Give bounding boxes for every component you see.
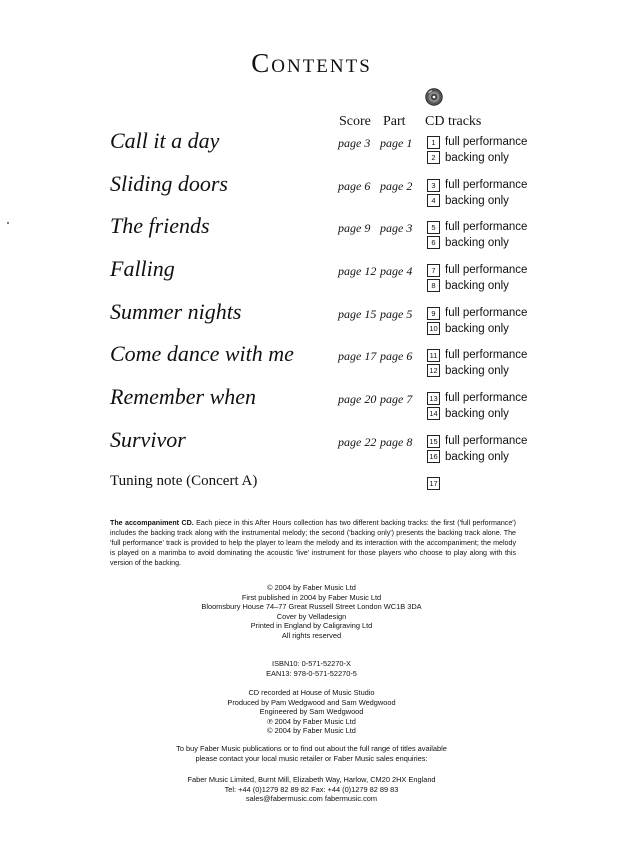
score-page: page 3 [338,136,371,150]
part-page: page 4 [380,264,413,278]
contents-row [0,213,623,257]
track-label: backing only [445,194,509,207]
track-label: full performance [445,264,528,276]
cd-track [427,450,509,464]
contents-row [0,384,623,428]
track-number: 9 [427,307,440,320]
credit-line: Produced by Pam Wedgwood and Sam Wedgwood [227,697,396,707]
track-number: 3 [427,179,440,192]
credit-line: Engineered by Sam Wedgwood [259,707,364,717]
piece-title: Sliding doors [110,171,228,196]
credit-line: Faber Music Limited, Burnt Mill, Elizabeth Way, Harlow, CM20 2HX England [187,775,436,784]
score-page: page 12 [338,264,377,278]
contents-row [0,427,623,471]
credit-line: To buy Faber Music publications or to find out about the full range of titles available [176,744,447,753]
part-page: page 7 [380,392,413,406]
isbn-block [0,659,623,678]
credit-line: CD recorded at House of Music Studio [248,688,375,697]
track-number: 4 [427,194,440,207]
track-number: 5 [427,221,440,234]
credit-line: sales@fabermusic.com fabermusic.com [245,794,378,804]
track-label: full performance [445,179,528,191]
piece-title: Summer nights [110,299,242,324]
track-label: full performance [445,307,528,319]
cd-track [427,151,509,165]
cd-track [427,322,509,336]
track-number: 2 [427,151,440,164]
track-label: backing only [445,236,509,249]
credit-line: please contact your local music retailer or Faber Music sales enquiries: [195,753,428,763]
recording-credits [0,688,623,736]
score-header: Score [339,114,371,129]
part-page: page 6 [380,349,413,363]
track-label: backing only [445,364,509,377]
cd-track [427,220,527,234]
score-page: page 22 [338,435,377,449]
cd-track [427,348,527,362]
page-title: Contents [251,48,372,78]
credit-line: First published in 2004 by Faber Music Ltd [241,592,382,602]
track-label: full performance [445,435,528,447]
score-page: page 6 [338,179,371,193]
part-header: Part [383,114,406,129]
part-page: page 5 [380,307,413,321]
track-label: backing only [445,279,509,292]
track-label: full performance [445,392,528,404]
cd-track [427,391,527,405]
track-label: backing only [445,151,509,164]
credit-line: Cover by Velladesign [276,611,347,621]
piece-title: Call it a day [110,128,220,153]
note-heading: The accompaniment CD. [110,519,194,527]
credit-line: © 2004 by Faber Music Ltd [267,583,356,592]
contents-row [0,171,623,215]
contents-row [0,256,623,300]
cd-track [427,263,527,277]
part-page: page 1 [380,136,413,150]
track-label: backing only [445,322,509,335]
track-number: 15 [427,435,440,448]
piece-title: Remember when [110,384,257,409]
purchase-info [0,744,623,763]
track-label: backing only [445,407,509,420]
cd-tracks-header: CD tracks [425,114,482,129]
track-number: 8 [427,279,440,292]
accompaniment-note [110,518,516,568]
piece-title: Falling [110,256,175,281]
cd-track [427,135,527,149]
piece-title: Come dance with me [110,341,294,366]
publishing-credits [0,583,623,641]
credit-line: ℗ 2004 by Faber Music Ltd [267,716,356,726]
credit-line: EAN13: 978-0-571-52270-5 [266,668,357,678]
cd-icon [425,88,443,106]
track-number: 16 [427,450,440,463]
part-page: page 8 [380,435,413,449]
credit-line: ISBN10: 0-571-52270-X [272,659,351,668]
track-number: 1 [427,136,440,149]
cd-track [427,279,509,293]
note-text: Each piece in this After Hours collection has two different backing tracks: the first ('full performance') includes the backing track along with the instrumental melody; the second ('backing only') presents the backing track alone. The 'full performance' track is provided to help the player to learn the melody and its interaction with the accompaniment; the melody is played on a marimba to avoid dominating the acoustic 'live' instrument for those players who choose to play along with this version of the backing. [110,519,516,567]
tuning-note-label: Tuning note (Concert A) [110,473,258,489]
credit-line: Printed in England by Caligraving Ltd [250,621,373,631]
track-label: full performance [445,349,528,361]
track-number: 14 [427,407,440,420]
contents-row [0,299,623,343]
cd-track [427,306,527,320]
track-number: 7 [427,264,440,277]
score-page: page 20 [338,392,377,406]
part-page: page 3 [380,221,413,235]
track-label: full performance [445,136,528,148]
part-page: page 2 [380,179,413,193]
cd-track [427,364,509,378]
track-number: 6 [427,236,440,249]
tuning-track-number: 17 [427,477,440,490]
credit-line: Tel: +44 (0)1279 82 89 82 Fax: +44 (0)1279 82 89 83 [224,784,399,794]
contact-info [0,775,623,804]
cd-track [427,178,527,192]
score-page: page 15 [338,307,377,321]
piece-title: The friends [110,213,210,238]
score-page: page 17 [338,349,377,363]
cd-track [427,407,509,421]
cd-track [427,236,509,250]
track-number: 10 [427,322,440,335]
track-number: 12 [427,364,440,377]
track-number: 11 [427,349,440,362]
credit-line: © 2004 by Faber Music Ltd [267,726,356,736]
track-number: 13 [427,392,440,405]
piece-title: Survivor [110,427,186,452]
credit-line: Bloomsbury House 74–77 Great Russell Street London WC1B 3DA [201,602,422,612]
contents-row [0,128,623,172]
track-label: full performance [445,221,528,233]
track-label: backing only [445,450,509,463]
cd-track [427,194,509,208]
credit-line: All rights reserved [281,630,342,640]
cd-track [427,434,527,448]
contents-row [0,341,623,385]
score-page: page 9 [338,221,371,235]
